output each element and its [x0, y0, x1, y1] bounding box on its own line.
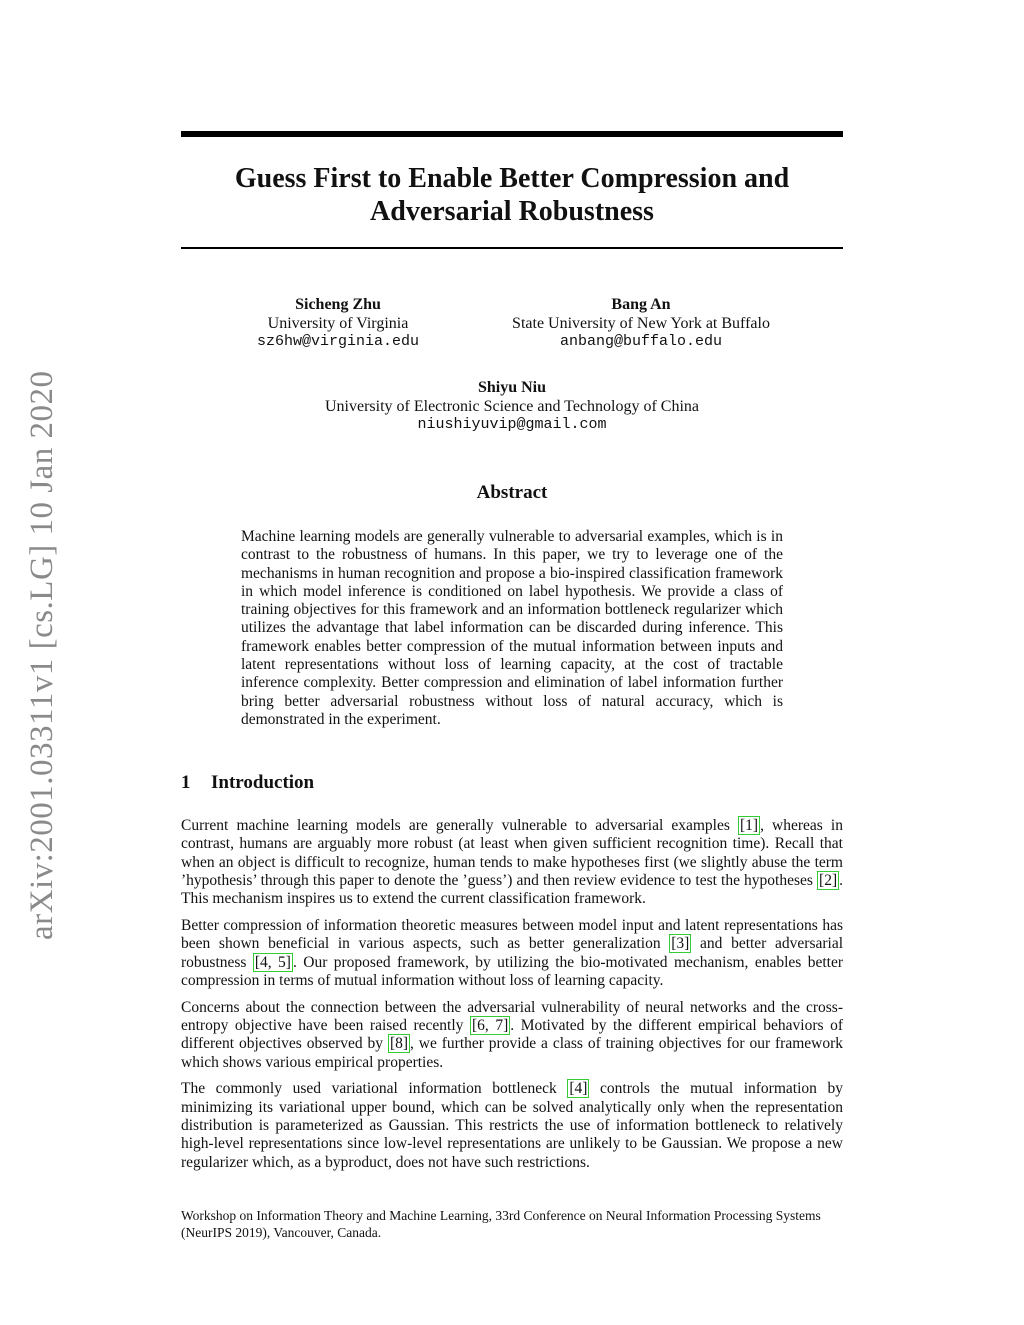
- author-block: [238, 296, 438, 352]
- author-email[interactable]: anbang@buffalo.edu: [559, 333, 723, 350]
- abstract-text: Machine learning models are generally vulnerable to adversarial examples, which is in contrast to the robustness of humans. In this paper, we try to leverage one of the mechanisms in human recognition and propose a bio-inspired classification framework in which model inference is conditioned on label hypothesis. We provide a class of training objectives for this framework and an information bottleneck regularizer which utilizes the advantage that label information can be discarded during inference. This framework enables better compression of the mutual information between inputs and latent representations without loss of learning capacity, at the cost of tractable inference complexity. Better compression and elimination of label information further bring better adversarial robustness without loss of natural accuracy, which is demonstrated in the experiment.: [241, 528, 783, 728]
- section-title: Introduction: [211, 772, 315, 793]
- abstract-heading: Abstract: [476, 482, 548, 503]
- text-run: . Motivated by the different empirical behaviors of different objectives observed by: [181, 1016, 843, 1053]
- text-run: Current machine learning models are generally vulnerable to adversarial examples: [181, 817, 738, 834]
- text-run: Better compression of information theoretic measures between model input and latent representations has been shown beneficial in various aspects, such as better generalization: [181, 916, 843, 953]
- author-affiliation: University of Electronic Science and Technology of China: [324, 397, 700, 415]
- text-run: Concerns about the connection between the adversarial vulnerability of neural networks and the cross-entropy objective have been raised recently: [181, 998, 843, 1034]
- author-affiliation: University of Virginia: [267, 314, 409, 332]
- paragraph: [181, 917, 843, 990]
- paragraph: [181, 999, 843, 1072]
- citation-link[interactable]: [1]: [740, 817, 759, 834]
- venue-footnote: Workshop on Information Theory and Machine Learning, 33rd Conference on Neural Information Processing Systems (NeurIPS 2019), Vancouver, Canada.: [181, 1208, 821, 1240]
- text-run: The commonly used variational information bottleneck: [181, 1080, 568, 1098]
- author-name: Shiyu Niu: [477, 379, 547, 396]
- author-block: [281, 379, 743, 435]
- text-run: and better adversarial robustness: [181, 935, 844, 971]
- citation-link[interactable]: [2]: [819, 871, 838, 889]
- text-run: . Our proposed framework, by utilizing the bio-motivated mechanism, enables better compression in terms of mutual information without loss of learning capacity.: [181, 953, 843, 989]
- citation-link[interactable]: [8]: [389, 1035, 409, 1053]
- author-affiliation: State University of New York at Buffalo: [512, 314, 770, 332]
- text-run: , we further provide a class of training objectives for our framework which shows various empirical properties.: [181, 1035, 843, 1071]
- citation-link[interactable]: [4]: [569, 1080, 588, 1098]
- author-block: [491, 296, 791, 352]
- section-heading: [181, 772, 314, 794]
- arxiv-identifier: arXiv:2001.03311v1 [cs.LG] 10 Jan 2020: [24, 370, 60, 940]
- title-bottom-rule: [181, 247, 843, 249]
- text-run: , whereas in contrast, humans are arguably more robust (at least when given sufficient recognition time). Recall that when an object is difficult to recognize, human tends to make hypotheses first (we slightly abuse the term ’hypothesis’ through this paper to denote the ’guess’) and then review evidence to test the hypotheses: [181, 817, 843, 889]
- citation-link[interactable]: [3]: [671, 935, 690, 953]
- title-line-2: Adversarial Robustness: [370, 196, 654, 227]
- author-name: Sicheng Zhu: [295, 296, 381, 313]
- author-email[interactable]: sz6hw@virginia.edu: [256, 333, 420, 350]
- title-top-rule: [181, 131, 843, 137]
- paragraph: [181, 1080, 843, 1171]
- author-name: Bang An: [611, 296, 671, 313]
- citation-link[interactable]: [4, 5]: [254, 953, 291, 971]
- citation-link[interactable]: [6, 7]: [471, 1016, 509, 1034]
- title-line-1: Guess First to Enable Better Compression and: [234, 163, 790, 194]
- arxiv-sidebar: [22, 360, 62, 940]
- introduction-body: [181, 817, 843, 1180]
- paragraph: [181, 817, 843, 908]
- text-run: controls the mutual information by minimizing its variational upper bound, which can be solved analytically only when the representation distribution is parameterized as Gaussian. This restricts the use of information bottleneck to relatively high-level representations since low-level representations are unlikely to be Gaussian. We propose a new regularizer which, as a byproduct, does not have such restrictions.: [181, 1080, 843, 1171]
- author-email[interactable]: niushiyuvip@gmail.com: [417, 416, 607, 433]
- text-run: . This mechanism inspires us to extend the current classification framework.: [181, 871, 843, 908]
- paper-title: [181, 162, 843, 228]
- section-number: 1: [181, 772, 191, 793]
